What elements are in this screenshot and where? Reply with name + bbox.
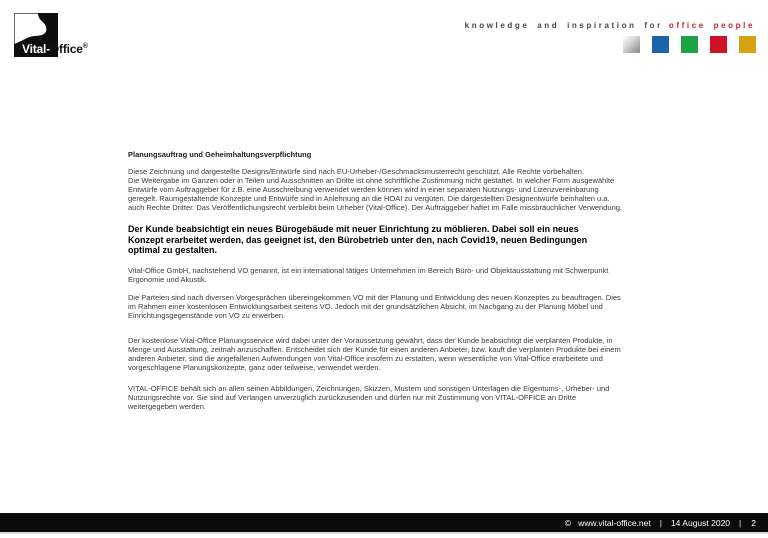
footer-date: 14 August 2020 [670, 517, 731, 528]
text-line: Vital-Office GmbH, nachstehend VO genannt, ist ein international tätiges Unternehmen im Bereich Büro- und Objektausstattung mit Schwerpunkt [128, 266, 609, 275]
footer-separator: | [739, 517, 742, 528]
text-line: Einrichtungsgegenstände von VO zu erwerben. [128, 311, 286, 320]
swatch-red [710, 36, 727, 53]
logo-wordmark [22, 42, 88, 56]
text-line: Konzept erarbeitet werden, das geeignet ist, den Bürobetrieb unter den, nach Covid19, neuen Bedingungen [128, 234, 588, 245]
swatch-silver [623, 36, 640, 53]
text-line: Die Weitergabe im Ganzen oder in Teilen und Ausschnitten an Dritte ist ohne schriftliche Zustimmung nicht gestattet. In welcher Form ausgewählte [128, 176, 615, 185]
text-line: Der Kunde beabsichtigt ein neues Bürogebäude mit neuer Einrichtung zu möblieren. Dabei soll ein neues [128, 224, 579, 234]
swatch-green [681, 36, 698, 53]
text-line: im Rahmen einer kostenlosen Entwicklungsarbeit seitens VO. Jedoch mit der grundsätzlichen Absicht, im Nachgang zu der Planung Möbel und [128, 302, 603, 311]
footer-page-number: 2 [751, 517, 756, 528]
text-line: optimal zu gestalten. [128, 245, 218, 255]
text-line: VITAL-OFFICE behält sich an allen seinen Abbildungen, Zeichnungen, Skizzen, Mustern und sonstigen Unterlagen die Eigentums-, Urheber- und [128, 384, 610, 393]
text-line: Entwürfe vom Auftraggeber für z.B. eine Ausschreibung verwendet werden können wird in einer separaten Nutzungs- und Lizenzvereinbarung [128, 185, 599, 194]
footer-website-link[interactable]: www.vital-office.net [578, 517, 651, 528]
swatch-blue [652, 36, 669, 53]
text-line: Die Parteien sind nach diversen Vorgesprächen übereingekommen VO mit der Planung und Entwicklung des neuen Konzeptes zu beauftragen. Dies [128, 293, 621, 302]
footer-shadow [0, 532, 768, 534]
text-line: Diese Zeichnung und dargestellte Designs/Entwürfe sind nach EU-Urheber-/Geschmacksmusterrecht geschützt. Alle Rechte vorbehalten. [128, 167, 585, 176]
registered-mark: ® [82, 43, 88, 50]
text-line: weitergegeben werden. [128, 402, 206, 411]
header-tagline [465, 21, 755, 30]
document-body [128, 150, 669, 411]
text-line: Menge und Ausstattung, zeitnah anzuschaffen. Entscheidet sich der Kunde für einen anderen Anbieter, bzw. kauft die verplanten Produkte bei einem [128, 345, 621, 354]
copyright-symbol: © [564, 517, 572, 528]
tagline-gray-text: knowledge and inspiration for [464, 21, 663, 30]
footer-separator: | [659, 517, 662, 528]
text-line: Nutzungsrechte vor. Sie sind auf Verlangen unverzüglich zurückzusenden und dürfen nur mit Zustimmung von VITAL-OFFICE an Dritte [128, 393, 576, 402]
text-line: anderen Anbieter, sind die angefallenen Aufwendungen von Vital-Office insofern zu erstatten, wenn wesentliche von Vital-Office erarbeitete und [128, 354, 603, 363]
document-heading: Planungsauftrag und Geheimhaltungsverpflichtung [128, 150, 312, 159]
vital-office-logo [14, 13, 174, 59]
paragraph-copyright-notice [128, 167, 669, 212]
logo-wordmark-right: Office [49, 42, 83, 56]
text-line: Der kostenlose Vital-Office Planungsservice wird dabei unter der Voraussetzung gewährt, dass der Kunde beabsichtigt die verplanten Produkte, in [128, 336, 613, 345]
footer-bar [0, 513, 768, 532]
text-line: auch Rechte Dritter. Das Veröffentlichungsrecht verbleibt beim Urheber (Vital-Office). Der Auftraggeber haftet im Falle missbräuchlicher Verwendung. [128, 203, 622, 212]
paragraph-company-intro [128, 266, 669, 284]
paragraph-planning-service-terms [128, 336, 669, 372]
paragraph-rights-reservation [128, 384, 669, 411]
text-line: vorgeschlagene Planungskonzepte, ganz oder teilweise, verwendet werden. [128, 363, 381, 372]
tagline-red-text: office people [668, 21, 755, 30]
logo-wordmark-left: Vital- [22, 42, 50, 56]
paragraph-project-brief [128, 224, 669, 256]
paragraph-agreement [128, 293, 669, 320]
swatch-gold [739, 36, 756, 53]
text-line: geregelt. Raumgestaltende Konzepte und Entwürfe sind in Anlehnung an die HOAI zu vergüten. Die dargestellten Designentwürfe beinhalten u.a. [128, 194, 610, 203]
text-line: Ergonomie und Akustik. [128, 275, 207, 284]
brand-color-swatches [623, 36, 756, 53]
